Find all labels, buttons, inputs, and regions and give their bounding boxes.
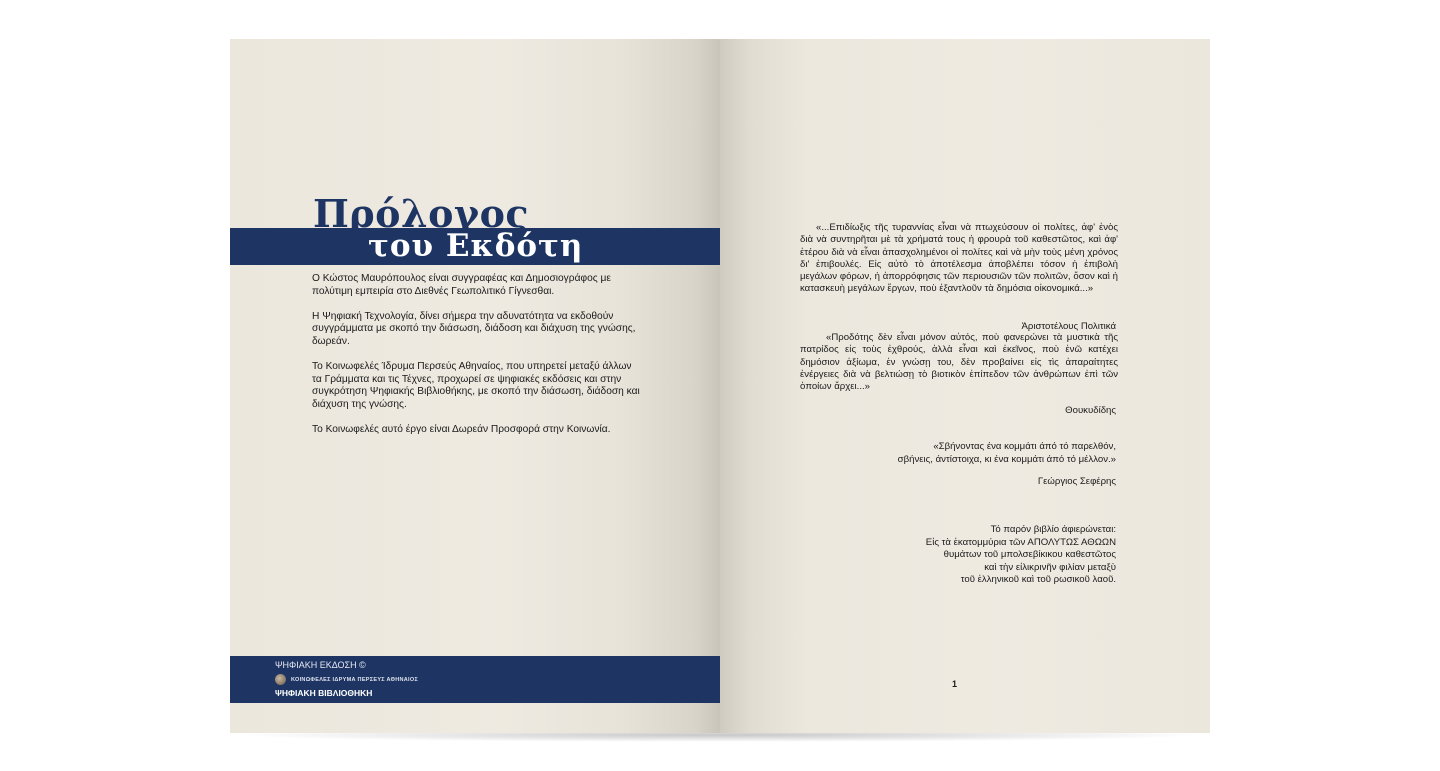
edition-label: ΨΗΦΙΑΚΗ ΕΚΔΟΣΗ © <box>275 660 366 670</box>
preface-paragraph: Ο Κώστος Μαυρόπουλος είναι συγγραφέας και Δημοσιογράφος με πολύτιμη εμπειρία στο Διεθνές Γεωπολιτικό Γίγνεσθαι. <box>312 273 611 297</box>
dedication-line: τοῦ ἑλληνικοῦ καὶ τοῦ ρωσικοῦ λαοῦ. <box>960 574 1116 586</box>
page-title: Πρόλογος <box>313 191 530 236</box>
preface-text <box>312 273 642 449</box>
preface-paragraph: Η Ψηφιακή Τεχνολογία, δίνει σήμερα την αδυνατότητα να εκδοθούν συγγράμματα με σκοπό την διάσωση, διάδοση και διάχυση της γνώσης, δωρεάν. <box>312 310 636 347</box>
page-number: 1 <box>952 679 958 689</box>
footer-band <box>230 656 720 703</box>
dedication-line: θυμάτων τοῦ μπολσεβίκικου καθεστῶτος <box>943 549 1116 561</box>
dedication-line: Εἰς τὰ ἑκατομμύρια τῶν ΑΠΟΛΥΤΩΣ ΑΘΩΩΝ <box>925 536 1116 548</box>
dedication-line: Τό παρόν βιβλίο άφιερώνεται: <box>990 524 1116 535</box>
foundation-seal-icon <box>275 674 286 685</box>
seferis-quote-line: σβήνεις, άντίστοιχα, κι ένα κομμάτι άπό τό μέλλον.» <box>897 454 1116 465</box>
seferis-attribution: Γεώργιος Σεφέρης <box>1037 476 1116 487</box>
open-book <box>230 39 1210 733</box>
dedication-line: καὶ τὴν εἰλικρινῆν φιλίαν μεταξὺ <box>984 561 1116 573</box>
aristotle-attribution: Ἀριστοτέλους Πολιτικά <box>1021 321 1116 332</box>
aristotle-quote: «...Επιδίωξις τῆς τυραννίας εἶναι νὰ πτωχεύσουν οἱ πολίτες, ἀφ' ἑνὸς διὰ νὰ συντηρῆται μὲ τὰ χρήματά τους ἡ φρουρὰ τοῦ καθεστῶτος, καὶ ἀφ' ἑτέρου διὰ νὰ εἶναι ἀπασχολημένοι οἱ πολίτες καὶ νὰ μὴν τοὺς μένη χρόνος δι' ἐπιβουλές. Εἰς αὐτὸ τὸ ἀποτέλεσμα ἀποβλέπει τόσον ἡ ἐπιβολὴ μεγάλων φόρων, ἡ ἀπορρόφησις τῶν περιουσιῶν τῶν πολιτῶν, ὅσον καὶ ἡ κατασκευὴ μεγάλων ἔργων, ποὺ ἐξαντλοῦν τὰ δημόσια οἰκονομικά...» <box>800 222 1118 295</box>
preface-paragraph: Το Κοινωφελές αυτό έργο είναι Δωρεάν Προσφορά στην Κοινωνία. <box>312 424 611 436</box>
preface-paragraph: Το Κοινωφελές Ίδρυμα Περσεύς Αθηναίος, που υπηρετεί μεταξύ άλλων τα Γράμματα και τις Τέχνες, προχωρεί σε ψηφιακές εκδόσεις και στην συγκρότηση Ψηφιακής Βιβλιοθήκης, με σκοπό την διάσωση, διάδοση και διάχυση της γνώσης. <box>312 361 640 410</box>
seferis-quote <box>796 440 1116 466</box>
seferis-quote-line: «Σβήνοντας ένα κομμάτι άπό τό παρελθόν, <box>933 441 1116 452</box>
left-page <box>230 39 720 733</box>
foundation-logo <box>275 674 418 685</box>
library-label: ΨΗΦΙΑΚΗ ΒΙΒΛΙΟΘΗΚΗ <box>275 688 373 698</box>
dedication <box>796 524 1116 587</box>
foundation-name: ΚΟΙΝΩΦΕΛΕΣ ΙΔΡΥΜΑ ΠΕΡΣΕΥΣ ΑΘΗΝΑΙΟΣ <box>291 676 419 683</box>
thucydides-attribution: Θουκυδίδης <box>1065 405 1116 416</box>
thucydides-quote: «Προδότης δὲν εἶναι μόνον αὐτός, ποὺ φανερώνει τὰ μυστικὰ τῆς πατρίδος εἰς τοὺς ἐχθρούς, ἀλλὰ εἶναι καὶ ἐκεῖνος, ποὺ ἐνῶ κατέχει δημόσιον ἀξίωμα, ἐν γνώσῃ του, δὲν προβαίνει εἰς τὶς ἀπαραίτητες ἐνέργειες διὰ νὰ βελτιώσῃ τὸ βιοτικὸν ἐπίπεδον τῶν ἀνθρώπων ἐπὶ τῶν ὁποίων ἄρχει...» <box>800 332 1118 393</box>
page-subtitle: του Εκδότη <box>368 228 584 264</box>
right-page <box>720 39 1210 733</box>
